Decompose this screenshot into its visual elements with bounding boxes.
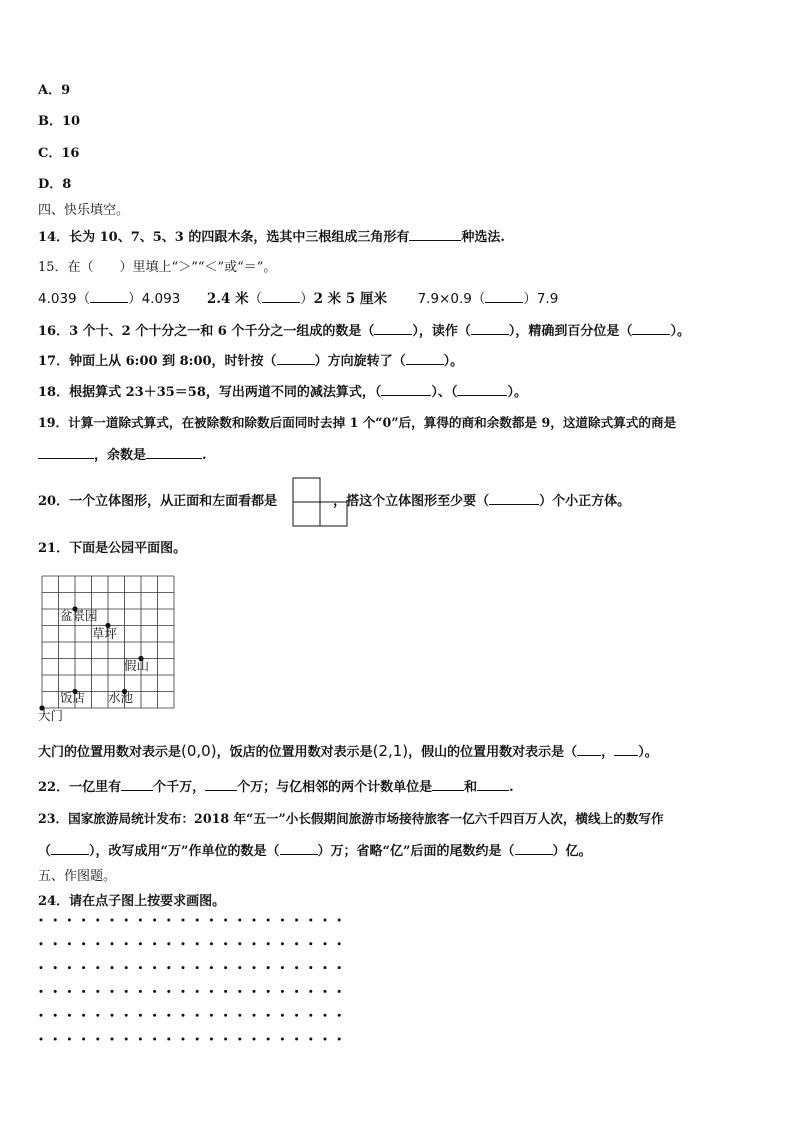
question-23: 23．国家旅游局统计发布：2018 年“五一”小长假期间旅游市场接待旅客一亿六千四百万人次，横线上的数写作 <box>38 811 664 826</box>
view-diagram <box>292 477 348 527</box>
question-19: 19．计算一道除式算式，在被除数和除数后面同时去掉 1 个“0”后，算得的商和余数都是 9，这道除式算式的商是 <box>38 415 677 430</box>
grid-dot <box>68 919 71 922</box>
grid-dot <box>125 1038 128 1041</box>
q22-blank-2[interactable] <box>205 778 237 791</box>
grid-dot <box>309 990 312 993</box>
grid-dot <box>324 966 327 969</box>
grid-dot <box>153 1038 156 1041</box>
question-20: 20．一个立体图形，从正面和左面看都是 ，搭这个立体图形至少要（ ）个小正方体。 <box>38 494 631 509</box>
grid-dot <box>253 942 256 945</box>
option-c: C．16 <box>38 146 80 161</box>
grid-dot <box>82 1038 85 1041</box>
q18-blank-1[interactable] <box>381 383 431 396</box>
q17-text-3: 。 <box>450 354 464 369</box>
grid-dot <box>224 1014 227 1017</box>
question-24: 24．请在点子图上按要求画图。 <box>38 894 226 909</box>
q22-text-2: 个千万， <box>153 780 206 795</box>
grid-dot <box>125 966 128 969</box>
grid-dot <box>224 919 227 922</box>
grid-dot <box>210 990 213 993</box>
grid-dot <box>153 919 156 922</box>
q22-end: . <box>509 780 514 795</box>
grid-dot <box>68 1014 71 1017</box>
label-jiashan: 假山 <box>124 658 150 673</box>
q22-text: 22．一亿里有 <box>38 780 122 795</box>
grid-dot <box>267 1038 270 1041</box>
q15-item2-left: 2.4 米 <box>206 291 249 307</box>
grid-dot <box>210 1014 213 1017</box>
question-16: 16．3 个十、2 个十分之一和 6 个千分之一组成的数是（ ），读作（ ），精确到百分位是（ ）。 <box>38 324 690 339</box>
q22-text-4: 和 <box>464 780 478 795</box>
grid-dot <box>295 1038 298 1041</box>
grid-dot <box>196 1014 199 1017</box>
option-b: B．10 <box>38 114 81 129</box>
grid-dot <box>196 942 199 945</box>
grid-dot <box>324 942 327 945</box>
grid-dot <box>338 919 341 922</box>
grid-dot <box>40 1014 43 1017</box>
grid-dot <box>40 1038 43 1041</box>
label-penjing: 盆景园 <box>60 608 98 623</box>
section-heading-5: 五、作图题。 <box>38 869 117 884</box>
grid-dot <box>182 919 185 922</box>
grid-dot <box>224 942 227 945</box>
grid-dot <box>54 942 57 945</box>
grid-dot <box>324 1038 327 1041</box>
q17-text-2: 方向旋转了 <box>327 354 393 369</box>
grid-dot <box>182 1014 185 1017</box>
grid-dot <box>281 966 284 969</box>
q23-text-2: ，改写成用“万”作单位的数是 <box>95 844 267 859</box>
q23-end: 亿。 <box>565 844 592 859</box>
q14-text: 14．长为 10、7、5、3 的四跟木条，选其中三根组成三角形有 <box>38 230 410 245</box>
grid-dot <box>111 1038 114 1041</box>
grid-dot <box>338 966 341 969</box>
grid-dot <box>210 919 213 922</box>
q19-blank-2[interactable] <box>146 446 202 459</box>
grid-dot <box>167 990 170 993</box>
q17-blank-1[interactable] <box>277 352 315 365</box>
grid-dot <box>82 990 85 993</box>
q18-text: 18．根据算式 23＋35＝58，写出两道不同的减法算式， <box>38 385 375 400</box>
q15-item3-right: 7.9 <box>536 291 559 307</box>
grid-dot <box>210 966 213 969</box>
grid-dot <box>167 1038 170 1041</box>
grid-dot <box>253 1038 256 1041</box>
grid-dot <box>210 1038 213 1041</box>
q15-blank-1[interactable] <box>90 290 128 303</box>
q20-blank[interactable] <box>489 492 539 505</box>
grid-dot <box>96 966 99 969</box>
q21-blank-2[interactable] <box>614 743 638 756</box>
cube-face-bottom-right <box>320 502 347 526</box>
label-damen: 大门 <box>38 708 64 723</box>
q21-text-a: 大门的位置用数对表示是 <box>38 745 182 760</box>
grid-dot <box>281 990 284 993</box>
q14-blank[interactable] <box>409 228 461 241</box>
q15-item1-right: 4.093 <box>141 291 181 307</box>
grid-dot <box>182 942 185 945</box>
grid-dot <box>238 1038 241 1041</box>
grid-dot <box>139 990 142 993</box>
q21-text-b: ，饭店的位置用数对表示是 <box>216 745 373 760</box>
grid-dot <box>167 966 170 969</box>
q16-text: 16．3 个十、2 个十分之一和 6 个千分之一组成的数是 <box>38 324 362 339</box>
grid-dot <box>111 942 114 945</box>
q20-end: 个小正方体。 <box>552 494 631 509</box>
grid-dot <box>153 966 156 969</box>
grid-dot <box>139 919 142 922</box>
question-22 <box>38 778 514 797</box>
question-15-items: 4.039（ ）4.093 2.4 米（ ）2 米 5 厘米 7.9×0.9（ ）7.9 <box>38 291 559 307</box>
cube-face-bottom-left <box>293 502 320 526</box>
q21-comma: ， <box>601 745 615 760</box>
grid-dot <box>54 1014 57 1017</box>
grid-dot <box>324 919 327 922</box>
grid-dot <box>281 1014 284 1017</box>
q20-text-2: ，搭这个立体图形至少要 <box>333 494 477 509</box>
q17-blank-2[interactable] <box>406 352 444 365</box>
q15-blank-2[interactable] <box>262 290 300 303</box>
option-a: A．9 <box>38 83 71 98</box>
grid-dot <box>111 966 114 969</box>
grid-dot <box>196 990 199 993</box>
q15-item3-left: 7.9×0.9 <box>417 291 472 307</box>
grid-dot <box>96 942 99 945</box>
grid-dot <box>82 1014 85 1017</box>
q23-blank-2[interactable] <box>280 842 318 855</box>
q22-text-3: 个万；与亿相邻的两个计数单位是 <box>237 780 433 795</box>
grid-dot <box>40 942 43 945</box>
grid-dot <box>210 942 213 945</box>
label-caoping: 草坪 <box>92 626 118 641</box>
q23-blank-3[interactable] <box>515 842 553 855</box>
option-d: D．8 <box>38 177 72 192</box>
q17-text: 17．钟面上从 6:00 到 8:00，时针按 <box>38 354 264 369</box>
q16-text-3: ，精确到百分位是 <box>515 324 620 339</box>
grid-dot <box>224 990 227 993</box>
q23-blank-1[interactable] <box>51 842 89 855</box>
grid-dot <box>295 1014 298 1017</box>
grid-dot <box>238 990 241 993</box>
grid-dot <box>309 919 312 922</box>
question-19-line2 <box>38 446 207 465</box>
grid-dot <box>295 990 298 993</box>
grid-dot <box>125 919 128 922</box>
grid-dot <box>40 990 43 993</box>
q22-blank-4[interactable] <box>477 778 509 791</box>
grid-dot <box>338 1014 341 1017</box>
grid-dot <box>309 1014 312 1017</box>
question-23-line2: （ ），改写成用“万”作单位的数是（ ）万；省略“亿”后面的尾数约是（ ）亿。 <box>38 844 592 859</box>
grid-dot <box>111 919 114 922</box>
q16-blank-3[interactable] <box>632 322 670 335</box>
grid-dot <box>139 1038 142 1041</box>
q21-blank-1[interactable] <box>577 743 601 756</box>
q15-blank-3[interactable] <box>485 290 523 303</box>
q16-blank-2[interactable] <box>471 322 509 335</box>
q18-sep: 、 <box>437 385 451 400</box>
grid-dot <box>224 1038 227 1041</box>
grid-dot <box>54 966 57 969</box>
grid-dot <box>253 1014 256 1017</box>
q21-text-c: ，假山的位置用数对表示是（ <box>408 745 578 760</box>
grid-dot <box>253 990 256 993</box>
grid-dot <box>111 1014 114 1017</box>
grid-dot <box>295 942 298 945</box>
grid-dot <box>96 919 99 922</box>
grid-dot <box>182 966 185 969</box>
grid-dot <box>253 919 256 922</box>
grid-dot <box>111 990 114 993</box>
q16-text-4: 。 <box>676 324 690 339</box>
grid-dot <box>68 942 71 945</box>
grid-dot <box>40 966 43 969</box>
grid-dot <box>182 990 185 993</box>
q23-text-3: 万；省略“亿”后面的尾数约是 <box>330 844 502 859</box>
grid-dot <box>82 919 85 922</box>
label-shuichi: 水池 <box>108 690 134 705</box>
grid-dot <box>238 942 241 945</box>
grid-dot <box>54 1038 57 1041</box>
grid-dot <box>40 919 43 922</box>
section-heading-4: 四、快乐填空。 <box>38 203 130 218</box>
park-map <box>38 574 178 724</box>
grid-dot <box>182 1038 185 1041</box>
grid-dot <box>196 919 199 922</box>
grid-dot <box>309 942 312 945</box>
question-15-stem: 15．在（ ）里填上“＞”“＜”或“＝”。 <box>38 260 277 275</box>
grid-dot <box>68 1038 71 1041</box>
grid-dot <box>96 1038 99 1041</box>
q21-coord-fandian: (2,1) <box>372 742 409 760</box>
grid-dot <box>153 942 156 945</box>
grid-dot <box>224 966 227 969</box>
grid-dot <box>309 966 312 969</box>
question-21-text <box>38 742 658 762</box>
q22-blank-1[interactable] <box>121 778 153 791</box>
grid-dot <box>167 919 170 922</box>
grid-dot <box>295 966 298 969</box>
grid-dot <box>125 990 128 993</box>
q19-blank-1[interactable] <box>38 446 94 459</box>
q19-end: . <box>202 448 207 463</box>
grid-dot <box>267 966 270 969</box>
q18-blank-2[interactable] <box>457 383 507 396</box>
cube-face-top <box>293 478 320 502</box>
q21-coord-damen: (0,0) <box>181 742 217 760</box>
q14-tail: 种选法. <box>461 230 505 245</box>
q15-item1-left: 4.039 <box>38 291 77 307</box>
grid-dot <box>267 919 270 922</box>
question-21-stem: 21．下面是公园平面图。 <box>38 541 187 556</box>
grid-dot <box>196 1038 199 1041</box>
question-18: 18．根据算式 23＋35＝58，写出两道不同的减法算式，（ ）、（ ）。 <box>38 385 527 400</box>
dot-grid[interactable] <box>38 912 348 1042</box>
grid-dot <box>196 966 199 969</box>
grid-dot <box>324 990 327 993</box>
grid-dot <box>82 942 85 945</box>
q21-end: ）。 <box>638 745 658 760</box>
label-fandian: 饭店 <box>60 690 86 705</box>
grid-dot <box>139 1014 142 1017</box>
grid-dot <box>68 966 71 969</box>
q20-text: 20．一个立体图形，从正面和左面看都是 <box>38 494 278 509</box>
grid-dot <box>54 919 57 922</box>
grid-dot <box>153 1014 156 1017</box>
grid-dot <box>238 1014 241 1017</box>
grid-dot <box>338 1038 341 1041</box>
q18-end: 。 <box>513 385 527 400</box>
grid-dot <box>267 1014 270 1017</box>
grid-dot <box>238 919 241 922</box>
grid-dot <box>324 1014 327 1017</box>
grid-dot <box>253 966 256 969</box>
grid-dot <box>82 966 85 969</box>
q16-blank-1[interactable] <box>374 322 412 335</box>
q16-text-2: ，读作 <box>418 324 458 339</box>
grid-dot <box>267 990 270 993</box>
question-17: 17．钟面上从 6:00 到 8:00，时针按（ ）方向旋转了（ ）。 <box>38 354 464 369</box>
grid-dot <box>139 966 142 969</box>
grid-dot <box>281 1038 284 1041</box>
grid-dot <box>267 942 270 945</box>
grid-dot <box>238 966 241 969</box>
grid-dot <box>139 942 142 945</box>
grid-dot <box>281 919 284 922</box>
grid-dot <box>167 1014 170 1017</box>
grid-dot <box>281 942 284 945</box>
grid-dot <box>54 990 57 993</box>
q22-blank-3[interactable] <box>432 778 464 791</box>
grid-dot <box>338 990 341 993</box>
grid-dot <box>96 1014 99 1017</box>
grid-dot <box>96 990 99 993</box>
grid-dot <box>153 990 156 993</box>
question-14 <box>38 228 505 247</box>
grid-dot <box>125 942 128 945</box>
q15-item2-right: 2 米 5 厘米 <box>313 291 387 307</box>
grid-dot <box>68 990 71 993</box>
grid-dot <box>167 942 170 945</box>
grid-dot <box>338 942 341 945</box>
grid-dot <box>295 919 298 922</box>
grid-dot <box>309 1038 312 1041</box>
q19-text-2: ，余数是 <box>94 448 147 463</box>
grid-dot <box>125 1014 128 1017</box>
